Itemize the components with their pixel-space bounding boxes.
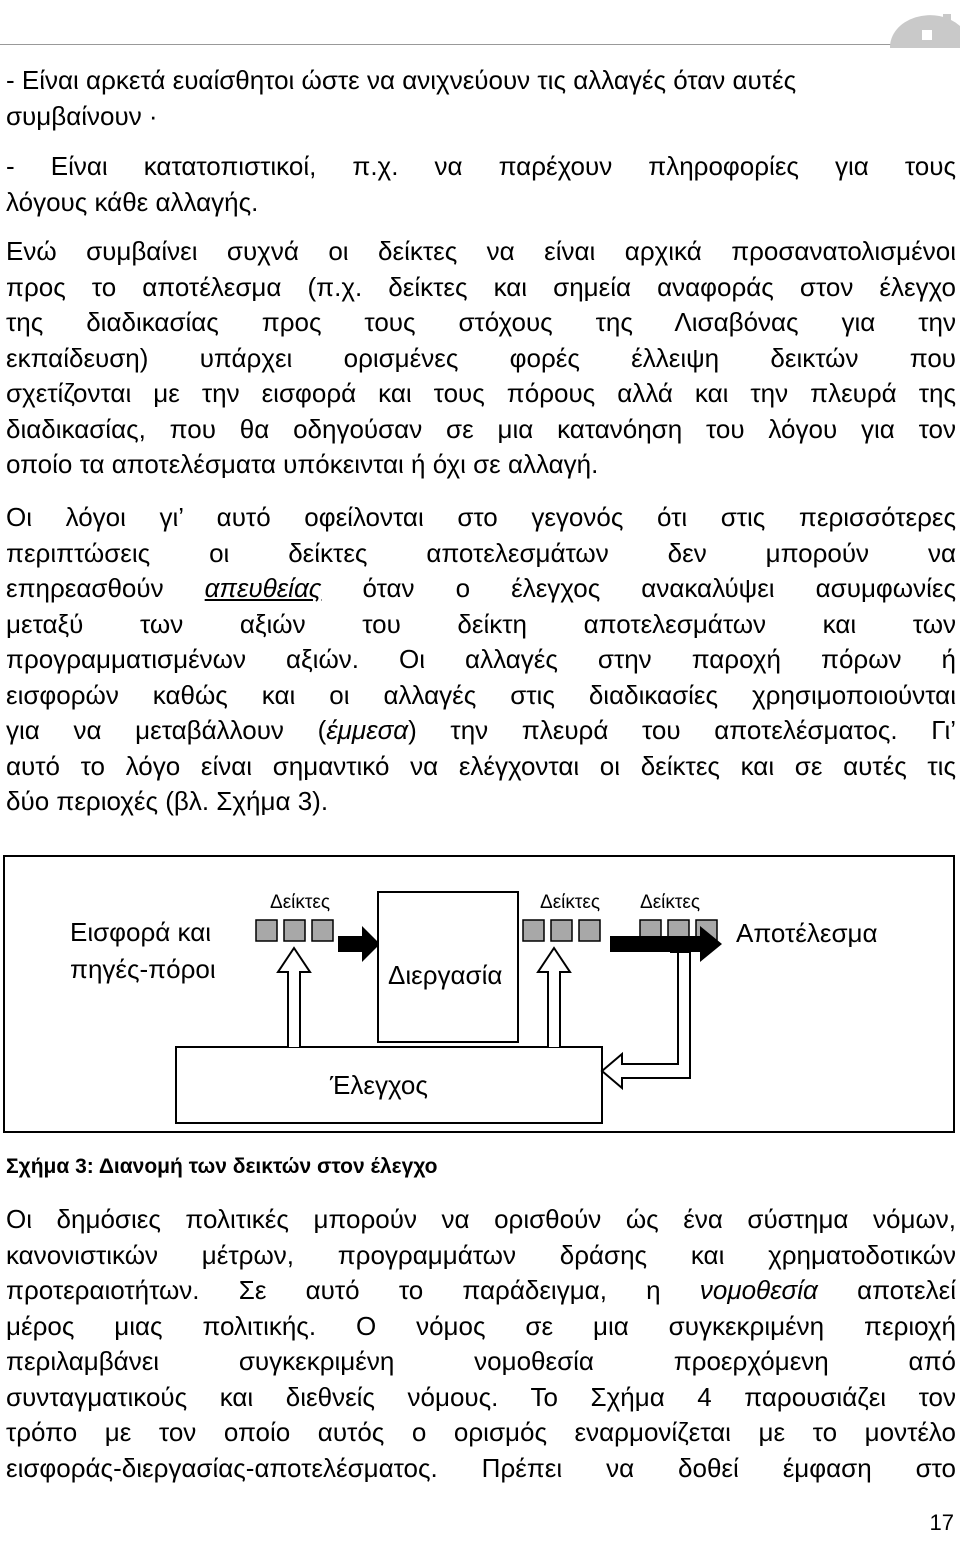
text-fragment: ) την πλευρά του αποτελέσματος. Γι’ bbox=[408, 715, 957, 745]
emphasis-indirectly: έμμεσα bbox=[326, 715, 409, 745]
text-line bbox=[6, 713, 956, 749]
text-line: κανονιστικών μέτρων, προγραμμάτων δράσης και χρηματοδοτικών bbox=[6, 1239, 956, 1270]
emphasis-legislation: νομοθεσία bbox=[699, 1275, 818, 1305]
arrow-control-to-process bbox=[538, 948, 570, 1047]
indicators-label-output: Δείκτες bbox=[640, 892, 701, 913]
indicators-control-diagram bbox=[0, 854, 960, 1136]
arrow-control-to-input bbox=[278, 948, 310, 1047]
output-label: Αποτέλεσμα bbox=[736, 918, 878, 948]
header-rule bbox=[0, 44, 960, 45]
text-fragment: προτεραιοτήτων. Σε αυτό το παράδειγμα, η bbox=[6, 1275, 661, 1305]
paragraph-informative bbox=[6, 149, 956, 220]
arrow-process-to-output bbox=[610, 926, 722, 962]
text-line: εισφορών καθώς και οι αλλαγές στις διαδικασίες χρησιμοποιούνται bbox=[6, 679, 956, 710]
arrow-output-to-control bbox=[602, 952, 690, 1088]
figure-caption: Σχήμα 3: Διανομή των δεικτών στον έλεγχο bbox=[6, 1155, 438, 1178]
text-line: περιπτώσεις οι δείκτες αποτελεσμάτων δεν μπορούν να bbox=[6, 537, 956, 568]
text-line bbox=[6, 1273, 956, 1309]
text-line: - Είναι κατατοπιστικοί, π.χ. να παρέχουν πληροφορίες για τους bbox=[6, 151, 956, 181]
text-line: σχετίζονται με την εισφορά και τους πόρους αλλά και την πλευρά της bbox=[6, 378, 956, 408]
text-line bbox=[6, 571, 956, 607]
indicators-label-process: Δείκτες bbox=[540, 892, 601, 913]
text-line: συμβαίνουν · bbox=[6, 100, 158, 131]
indicator-squares-process bbox=[523, 920, 600, 941]
text-line: εισφοράς-διεργασίας-αποτελέσματος. Πρέπει να δοθεί έμφαση στο bbox=[6, 1452, 956, 1483]
text-line: αυτό το λόγο είναι σημαντικό να ελέγχονται οι δείκτες και σε αυτές τις bbox=[6, 750, 956, 781]
text-line: συνταγματικούς και διεθνείς νόμους. Το Σχήμα 4 παρουσιάζει τον bbox=[6, 1381, 956, 1412]
text-fragment: επηρεασθούν bbox=[6, 573, 164, 603]
page-number: 17 bbox=[929, 1510, 954, 1535]
indicator-squares-input bbox=[256, 920, 333, 941]
control-label: Έλεγχος bbox=[330, 1070, 428, 1100]
text-line: δύο περιοχές (βλ. Σχήμα 3). bbox=[6, 786, 329, 816]
text-line: προς το αποτέλεσμα (π.χ. δείκτες και σημεία αναφοράς στον έλεγχο bbox=[6, 271, 956, 302]
emphasis-directly: απευθείας bbox=[204, 573, 322, 603]
corner-logo-icon bbox=[860, 0, 960, 48]
text-line: λόγους κάθε αλλαγής. bbox=[6, 186, 259, 217]
text-fragment: για να μεταβάλλουν ( bbox=[6, 715, 327, 745]
text-line: περιλαμβάνει συγκεκριμένη νομοθεσία προερχόμενη από bbox=[6, 1346, 956, 1376]
text-line: της διαδικασίας προς τους στόχους της Λισαβόνας για την bbox=[6, 307, 956, 337]
text-line: Οι λόγοι γι’ αυτό οφείλονται στο γεγονός ότι στις περισσότερες bbox=[6, 502, 956, 532]
text-line: Οι δημόσιες πολιτικές μπορούν να ορισθούν ώς ένα σύστημα νόμων, bbox=[6, 1204, 956, 1234]
text-line: μέρος μιας πολιτικής. Ο νόμος σε μια συγκεκριμένη περιοχή bbox=[6, 1310, 956, 1341]
input-label-line2: πηγές-πόροι bbox=[70, 954, 216, 984]
paragraph-reasons bbox=[6, 500, 956, 820]
indicators-label-input: Δείκτες bbox=[270, 892, 331, 913]
process-label: Διεργασία bbox=[388, 960, 503, 990]
text-line: εκπαίδευση) υπάρχει ορισμένες φορές έλλειψη δεικτών που bbox=[6, 342, 956, 373]
text-line: μεταξύ των αξιών του δείκτη αποτελεσμάτων και των bbox=[6, 608, 956, 639]
text-line: διαδικασίας, που θα οδηγούσαν σε μια κατανόηση του λόγου για τον bbox=[6, 413, 956, 444]
text-fragment: αποτελεί bbox=[857, 1275, 956, 1305]
paragraph-orientation bbox=[6, 234, 956, 483]
text-line: προγραμματισμένων αξιών. Οι αλλαγές στην παροχή πόρων ή bbox=[6, 644, 956, 674]
text-fragment: όταν ο έλεγχος ανακαλύψει ασυμφωνίες bbox=[362, 573, 956, 603]
text-line: τρόπο με τον οποίο αυτός ο ορισμός εναρμονίζεται με το μοντέλο bbox=[6, 1417, 956, 1447]
text-line: - Είναι αρκετά ευαίσθητοι ώστε να ανιχνεύουν τις αλλαγές όταν αυτές bbox=[6, 65, 797, 95]
arrow-input-to-process bbox=[338, 926, 380, 962]
paragraph-sensitivity bbox=[6, 63, 956, 134]
input-label-line1: Εισφορά και bbox=[70, 917, 212, 947]
text-line: οποίο τα αποτελέσματα υπόκεινται ή όχι σε αλλαγή. bbox=[6, 449, 599, 479]
paragraph-public-policies bbox=[6, 1202, 956, 1486]
text-line: Ενώ συμβαίνει συχνά οι δείκτες να είναι αρχικά προσανατολισμένοι bbox=[6, 236, 956, 266]
